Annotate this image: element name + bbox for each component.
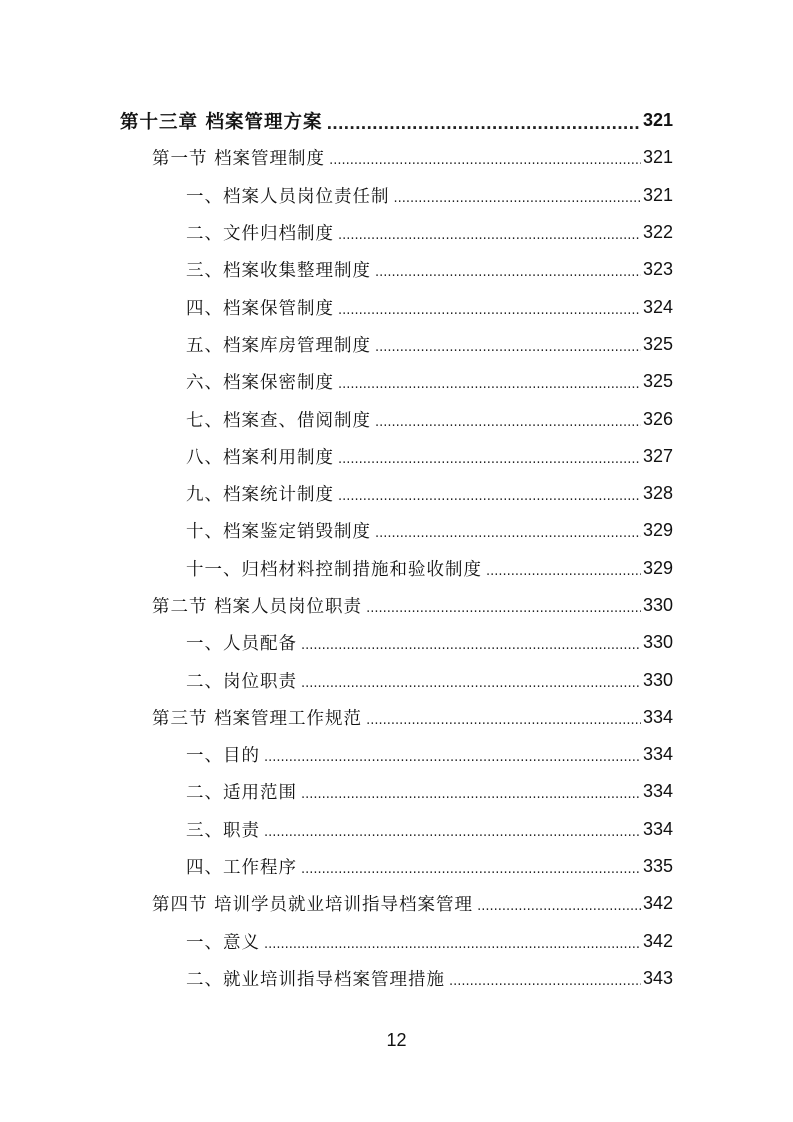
toc-section-entry[interactable]: [0, 139, 793, 176]
toc-dot-leader: [301, 862, 641, 877]
toc-entry-title: 四、工作程序: [186, 858, 297, 879]
toc-entry-title: 三、职责: [186, 820, 260, 841]
toc-dot-leader: [301, 638, 641, 653]
toc-entry-title: 一、人员配备: [186, 634, 297, 655]
toc-dot-leader: [264, 937, 641, 952]
toc-subsection-entry[interactable]: [0, 550, 793, 587]
toc-entry-title: 九、档案统计制度: [186, 485, 334, 506]
toc-subsection-entry[interactable]: [0, 214, 793, 251]
toc-entry-title: 三、档案收集整理制度: [186, 261, 371, 282]
toc-subsection-entry[interactable]: [0, 400, 793, 437]
toc-dot-leader: [301, 787, 641, 802]
toc-entry-page: 329: [642, 557, 673, 578]
toc-subsection-entry[interactable]: [0, 773, 793, 810]
toc-dot-leader: [338, 228, 641, 243]
toc-entry-page: 330: [642, 632, 673, 653]
toc-dot-leader: [329, 153, 641, 168]
page-number: 12: [386, 1030, 407, 1050]
toc-entry-title: 五、档案库房管理制度: [186, 335, 371, 356]
toc-section-entry[interactable]: [0, 699, 793, 736]
toc-entry-page: 330: [642, 595, 673, 615]
toc-subsection-entry[interactable]: [0, 475, 793, 512]
toc-entry-title: 第十三章 档案管理方案: [120, 111, 323, 133]
toc-entry-title: 第三节 档案管理工作规范: [152, 708, 363, 729]
toc-subsection-entry[interactable]: [0, 326, 793, 363]
toc-entry-title: 一、档案人员岗位责任制: [186, 186, 390, 207]
toc-entry-page: 334: [642, 818, 673, 839]
toc-subsection-entry[interactable]: [0, 811, 793, 848]
toc-entry-page: 324: [642, 296, 673, 317]
toc-entry-title: 一、目的: [186, 746, 260, 767]
toc-dot-leader: [264, 750, 641, 765]
toc-dot-leader: [375, 340, 641, 355]
toc-dot-leader: [486, 564, 641, 579]
toc-dot-leader: [338, 303, 641, 318]
toc-section-entry[interactable]: [0, 587, 793, 624]
toc-entry-title: 十、档案鉴定销毁制度: [186, 522, 371, 543]
toc-subsection-entry[interactable]: [0, 923, 793, 960]
toc-subsection-entry[interactable]: [0, 624, 793, 661]
toc-entry-page: 342: [642, 893, 673, 914]
toc-section-entry[interactable]: [0, 885, 793, 922]
toc-dot-leader: [338, 489, 641, 504]
toc-entry-page: 330: [642, 669, 673, 690]
toc-subsection-entry[interactable]: [0, 363, 793, 400]
toc-dot-leader: [394, 191, 641, 206]
toc-entry-page: 325: [642, 333, 673, 354]
toc-dot-leader: [375, 265, 641, 280]
toc-entry-page: 342: [642, 930, 673, 951]
toc-subsection-entry[interactable]: [0, 177, 793, 214]
toc-dot-leader: [338, 452, 641, 467]
table-of-contents: [0, 102, 793, 997]
toc-entry-title: 第四节 培训学员就业培训指导档案管理: [152, 895, 474, 916]
toc-entry-page: 321: [642, 110, 673, 131]
toc-entry-title: 四、档案保管制度: [186, 298, 334, 319]
toc-subsection-entry[interactable]: [0, 512, 793, 549]
toc-entry-title: 六、档案保密制度: [186, 373, 334, 394]
toc-entry-title: 八、档案利用制度: [186, 447, 334, 468]
toc-entry-page: 327: [642, 445, 673, 466]
toc-dot-leader: [477, 899, 641, 914]
toc-entry-title: 二、就业培训指导档案管理措施: [186, 969, 445, 990]
toc-subsection-entry[interactable]: [0, 288, 793, 325]
toc-dot-leader: [449, 974, 641, 989]
toc-entry-page: 343: [642, 967, 673, 988]
toc-entry-title: 十一、归档材料控制措施和验收制度: [186, 559, 482, 580]
toc-entry-title: 七、档案查、借阅制度: [186, 410, 371, 431]
toc-dot-leader: [366, 713, 641, 728]
toc-entry-page: 334: [642, 781, 673, 802]
toc-subsection-entry[interactable]: [0, 848, 793, 885]
toc-entry-title: 一、意义: [186, 932, 260, 953]
toc-entry-page: 334: [642, 744, 673, 765]
toc-entry-page: 328: [642, 483, 673, 504]
toc-entry-page: 326: [642, 408, 673, 429]
toc-entry-page: 329: [642, 520, 673, 541]
toc-entry-title: 二、适用范围: [186, 783, 297, 804]
toc-dot-leader: [326, 115, 641, 133]
toc-subsection-entry[interactable]: [0, 251, 793, 288]
toc-dot-leader: [366, 601, 641, 616]
toc-dot-leader: [338, 377, 641, 392]
toc-entry-page: 325: [642, 371, 673, 392]
toc-subsection-entry[interactable]: [0, 960, 793, 997]
toc-dot-leader: [301, 676, 641, 691]
toc-entry-title: 二、文件归档制度: [186, 224, 334, 245]
toc-subsection-entry[interactable]: [0, 661, 793, 698]
toc-dot-leader: [264, 825, 641, 840]
toc-entry-page: 321: [642, 184, 673, 205]
toc-dot-leader: [375, 415, 641, 430]
toc-entry-page: 334: [642, 706, 673, 727]
toc-chapter-entry[interactable]: [0, 102, 793, 139]
toc-entry-title: 第二节 档案人员岗位职责: [152, 597, 363, 617]
toc-entry-page: 321: [642, 147, 673, 168]
toc-entry-title: 第一节 档案管理制度: [152, 149, 326, 170]
toc-subsection-entry[interactable]: [0, 736, 793, 773]
toc-entry-title: 二、岗位职责: [186, 671, 297, 692]
toc-dot-leader: [375, 526, 641, 541]
toc-entry-page: 335: [642, 856, 673, 877]
toc-subsection-entry[interactable]: [0, 438, 793, 475]
toc-entry-page: 322: [642, 222, 673, 243]
toc-entry-page: 323: [642, 259, 673, 280]
